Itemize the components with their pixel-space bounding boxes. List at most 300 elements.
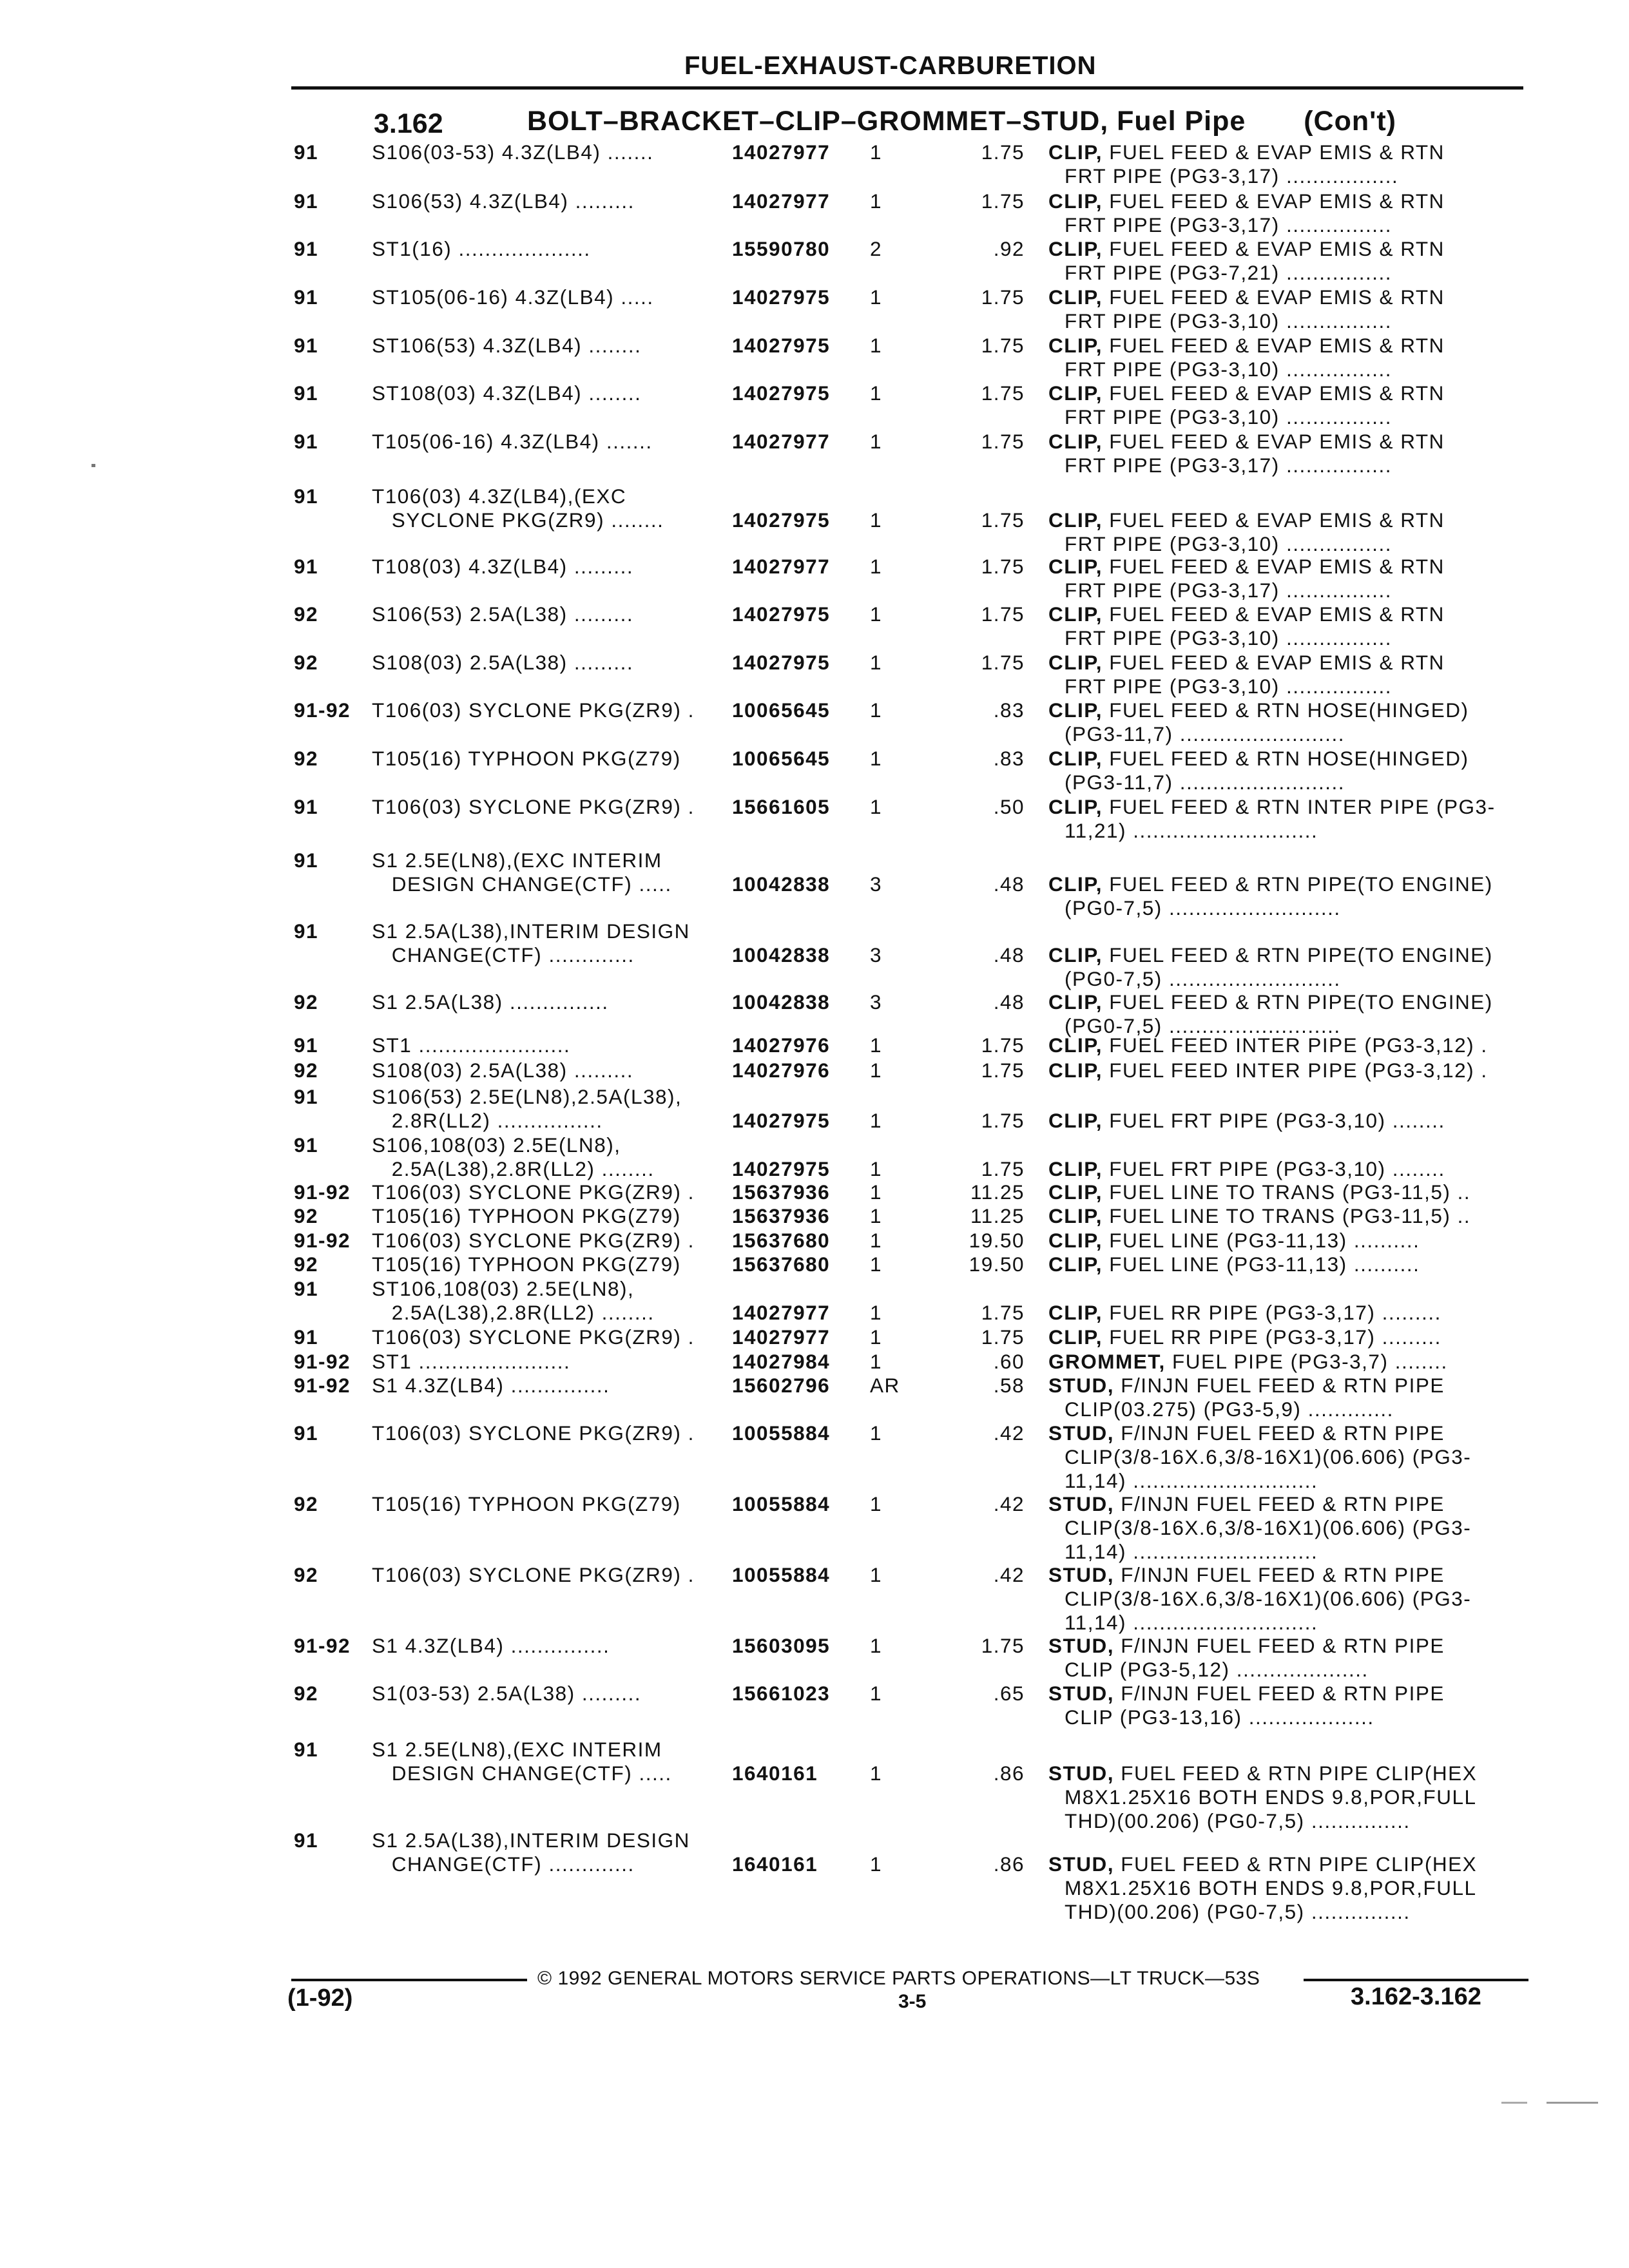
part-number: 14027976	[732, 1059, 831, 1082]
usage-description: S1 2.5A(L38),INTERIM DESIGN	[372, 1829, 690, 1852]
price: .83	[993, 747, 1025, 770]
part-detail: FUEL FEED & RTN PIPE(TO ENGINE)	[1109, 990, 1493, 1014]
part-detail-continued: CLIP(03.275) (PG3-5,9) .............	[1065, 1398, 1394, 1421]
part-name	[1048, 1204, 1470, 1227]
part-detail: FUEL FEED & EVAP EMIS & RTN	[1109, 555, 1445, 578]
usage-description: S1 4.3Z(LB4) ...............	[372, 1634, 610, 1657]
part-type: CLIP,	[1048, 1109, 1103, 1132]
part-number: 10055884	[732, 1421, 831, 1445]
usage-description: SYCLONE PKG(ZR9) ........	[372, 508, 664, 532]
part-name	[1048, 1492, 1445, 1515]
part-type: CLIP,	[1048, 140, 1103, 164]
usage-description: T106(03) SYCLONE PKG(ZR9) .	[372, 1421, 695, 1445]
model-year: 91	[294, 1033, 319, 1057]
part-name	[1048, 1421, 1445, 1445]
part-number: 10042838	[732, 943, 831, 966]
usage-description: T106(03) SYCLONE PKG(ZR9) .	[372, 698, 695, 722]
usage-description: CHANGE(CTF) .............	[372, 943, 635, 966]
usage-description: T106(03) SYCLONE PKG(ZR9) .	[372, 1229, 695, 1252]
part-detail: FUEL FEED & EVAP EMIS & RTN	[1109, 381, 1445, 405]
part-name	[1048, 381, 1445, 405]
part-detail: FUEL PIPE (PG3-3,7) ........	[1172, 1350, 1448, 1373]
part-type: CLIP,	[1048, 1229, 1103, 1252]
price: 1.75	[981, 381, 1025, 405]
part-number: 10042838	[732, 990, 831, 1014]
page-title: FUEL-EXHAUST-CARBURETION	[684, 52, 1097, 80]
model-year: 91	[294, 237, 319, 260]
part-type: STUD,	[1048, 1563, 1114, 1586]
part-detail: FUEL RR PIPE (PG3-3,17) .........	[1109, 1325, 1441, 1349]
part-type: STUD,	[1048, 1852, 1114, 1876]
scan-speck	[1501, 2102, 1527, 2104]
part-name	[1048, 1350, 1448, 1373]
price: .60	[993, 1350, 1025, 1373]
part-number: 15637936	[732, 1180, 831, 1204]
part-detail-continued: M8X1.25X16 BOTH ENDS 9.8,POR,FULL	[1065, 1785, 1477, 1809]
model-year: 91	[294, 849, 319, 872]
footer-rule-left	[291, 1979, 527, 1981]
model-year: 92	[294, 1253, 319, 1276]
part-detail: FUEL FRT PIPE (PG3-3,10) ........	[1109, 1157, 1445, 1180]
model-year: 91	[294, 555, 319, 578]
price: .42	[993, 1563, 1025, 1586]
price: 1.75	[981, 555, 1025, 578]
part-detail: FUEL FEED & RTN PIPE CLIP(HEX	[1121, 1762, 1478, 1785]
usage-description: CHANGE(CTF) .............	[372, 1852, 635, 1876]
part-detail: FUEL LINE (PG3-11,13) ..........	[1109, 1253, 1420, 1276]
part-detail-continued: (PG0-7,5) ..........................	[1065, 1014, 1341, 1037]
part-detail-continued: FRT PIPE (PG3-3,10) ................	[1065, 309, 1392, 332]
quantity: 1	[870, 651, 883, 674]
usage-description: S106(03-53) 4.3Z(LB4) .......	[372, 140, 654, 164]
footer-page-number: 3-5	[898, 1991, 927, 2012]
part-detail-continued: FRT PIPE (PG3-3,10) ................	[1065, 626, 1392, 649]
part-number: 14027984	[732, 1350, 831, 1373]
model-year: 91	[294, 285, 319, 309]
part-name	[1048, 1180, 1470, 1204]
part-type: CLIP,	[1048, 747, 1103, 770]
usage-description: T106(03) SYCLONE PKG(ZR9) .	[372, 1325, 695, 1349]
part-name	[1048, 189, 1445, 213]
part-number: 15661605	[732, 795, 831, 818]
part-type: CLIP,	[1048, 872, 1103, 896]
quantity: 1	[870, 189, 883, 213]
part-type: CLIP,	[1048, 334, 1103, 357]
price: 1.75	[981, 334, 1025, 357]
quantity: 1	[870, 1682, 883, 1705]
footer-copyright: © 1992 GENERAL MOTORS SERVICE PARTS OPERATIONS—LT TRUCK—53S	[537, 1968, 1260, 1989]
usage-description: S1 4.3Z(LB4) ...............	[372, 1374, 610, 1397]
part-detail-continued: 11,21) ............................	[1065, 819, 1318, 842]
quantity: 1	[870, 1325, 883, 1349]
usage-description: ST106(53) 4.3Z(LB4) ........	[372, 334, 642, 357]
part-type: CLIP,	[1048, 698, 1103, 722]
usage-description: S108(03) 2.5A(L38) .........	[372, 651, 634, 674]
usage-description: T105(16) TYPHOON PKG(Z79)	[372, 1253, 681, 1276]
part-detail: FUEL FEED & EVAP EMIS & RTN	[1109, 189, 1445, 213]
part-number: 14027975	[732, 651, 831, 674]
part-type: CLIP,	[1048, 1033, 1103, 1057]
part-name	[1048, 1682, 1445, 1705]
price: 1.75	[981, 1325, 1025, 1349]
part-name	[1048, 334, 1445, 357]
usage-description: T106(03) SYCLONE PKG(ZR9) .	[372, 1563, 695, 1586]
part-detail: FUEL FEED & EVAP EMIS & RTN	[1109, 140, 1445, 164]
quantity: 1	[870, 1180, 883, 1204]
model-year: 91	[294, 381, 319, 405]
price: 1.75	[981, 430, 1025, 453]
price: .65	[993, 1682, 1025, 1705]
part-number: 14027977	[732, 555, 831, 578]
footer-rule-right	[1304, 1979, 1528, 1981]
price: 1.75	[981, 1157, 1025, 1180]
part-type: GROMMET,	[1048, 1350, 1166, 1373]
part-type: CLIP,	[1048, 1059, 1103, 1082]
part-number: 15602796	[732, 1374, 831, 1397]
part-number: 14027976	[732, 1033, 831, 1057]
part-detail: FUEL FEED INTER PIPE (PG3-3,12) .	[1109, 1059, 1488, 1082]
part-name	[1048, 872, 1493, 896]
part-name	[1048, 1059, 1488, 1082]
part-name	[1048, 1634, 1445, 1657]
part-type: CLIP,	[1048, 651, 1103, 674]
quantity: 1	[870, 430, 883, 453]
part-name	[1048, 1563, 1445, 1586]
part-detail: FUEL FEED INTER PIPE (PG3-3,12) .	[1109, 1033, 1488, 1057]
model-year: 92	[294, 1563, 319, 1586]
part-detail-continued: 11,14) ............................	[1065, 1469, 1318, 1492]
model-year: 91-92	[294, 1634, 351, 1657]
usage-description: ST105(06-16) 4.3Z(LB4) .....	[372, 285, 654, 309]
usage-description: S108(03) 2.5A(L38) .........	[372, 1059, 634, 1082]
model-year: 91-92	[294, 1229, 351, 1252]
model-year: 92	[294, 747, 319, 770]
quantity: 1	[870, 1492, 883, 1515]
part-type: CLIP,	[1048, 285, 1103, 309]
part-detail: FUEL FEED & EVAP EMIS & RTN	[1109, 334, 1445, 357]
usage-description: S1 2.5A(L38) ...............	[372, 990, 609, 1014]
usage-description: S1(03-53) 2.5A(L38) .........	[372, 1682, 642, 1705]
price: 1.75	[981, 508, 1025, 532]
part-number: 1640161	[732, 1762, 818, 1785]
price: .50	[993, 795, 1025, 818]
part-detail-continued: 11,14) ............................	[1065, 1611, 1318, 1634]
part-detail-continued: CLIP(3/8-16X.6,3/8-16X1)(06.606) (PG3-	[1065, 1587, 1472, 1610]
part-number: 10055884	[732, 1563, 831, 1586]
part-detail-continued: M8X1.25X16 BOTH ENDS 9.8,POR,FULL	[1065, 1876, 1477, 1899]
model-year: 91	[294, 430, 319, 453]
part-name	[1048, 990, 1493, 1014]
scan-speck	[92, 464, 95, 467]
usage-description: T106(03) 4.3Z(LB4),(EXC	[372, 485, 627, 508]
part-type: STUD,	[1048, 1374, 1114, 1397]
part-type: CLIP,	[1048, 508, 1103, 532]
model-year: 92	[294, 990, 319, 1014]
part-type: CLIP,	[1048, 1253, 1103, 1276]
part-number: 14027975	[732, 1157, 831, 1180]
quantity: 2	[870, 237, 883, 260]
part-detail-continued: CLIP (PG3-5,12) ....................	[1065, 1658, 1369, 1681]
part-detail: FUEL FEED & EVAP EMIS & RTN	[1109, 285, 1445, 309]
part-detail: FUEL FEED & EVAP EMIS & RTN	[1109, 430, 1445, 453]
part-type: STUD,	[1048, 1682, 1114, 1705]
model-year: 92	[294, 1492, 319, 1515]
quantity: 1	[870, 140, 883, 164]
model-year: 91	[294, 334, 319, 357]
price: .48	[993, 990, 1025, 1014]
quantity: 1	[870, 795, 883, 818]
quantity: 1	[870, 1157, 883, 1180]
quantity: 1	[870, 698, 883, 722]
price: .86	[993, 1762, 1025, 1785]
part-detail: FUEL FEED & RTN HOSE(HINGED)	[1109, 698, 1469, 722]
footer-date-code: (1-92)	[287, 1984, 353, 2012]
model-year: 91	[294, 1277, 319, 1300]
part-detail: FUEL FEED & RTN INTER PIPE (PG3-	[1109, 795, 1496, 818]
model-year: 92	[294, 1204, 319, 1227]
usage-description: T105(16) TYPHOON PKG(Z79)	[372, 747, 681, 770]
part-number: 10065645	[732, 747, 831, 770]
model-year: 92	[294, 1682, 319, 1705]
quantity: 1	[870, 285, 883, 309]
price: 1.75	[981, 602, 1025, 626]
price: 1.75	[981, 1109, 1025, 1132]
part-name	[1048, 508, 1445, 532]
part-detail-continued: FRT PIPE (PG3-3,17) .................	[1065, 164, 1399, 187]
price: .92	[993, 237, 1025, 260]
part-number: 14027977	[732, 1301, 831, 1324]
part-detail-continued: FRT PIPE (PG3-7,21) ................	[1065, 261, 1392, 284]
part-number: 14027975	[732, 1109, 831, 1132]
model-year: 91	[294, 485, 319, 508]
model-year: 91	[294, 140, 319, 164]
usage-description: ST108(03) 4.3Z(LB4) ........	[372, 381, 642, 405]
quantity: 1	[870, 1059, 883, 1082]
part-name	[1048, 1762, 1477, 1785]
quantity: 1	[870, 1421, 883, 1445]
usage-description: S1 2.5E(LN8),(EXC INTERIM	[372, 849, 662, 872]
part-name	[1048, 430, 1445, 453]
part-type: CLIP,	[1048, 189, 1103, 213]
section-title: BOLT–BRACKET–CLIP–GROMMET–STUD, Fuel Pipe	[527, 106, 1246, 137]
section-number: 3.162	[374, 108, 443, 139]
part-detail-continued: CLIP (PG3-13,16) ...................	[1065, 1706, 1374, 1729]
price: .83	[993, 698, 1025, 722]
part-number: 15637680	[732, 1229, 831, 1252]
part-name	[1048, 651, 1445, 674]
price: 11.25	[970, 1180, 1025, 1204]
quantity: 1	[870, 1301, 883, 1324]
usage-description: ST106,108(03) 2.5E(LN8),	[372, 1277, 635, 1300]
part-type: CLIP,	[1048, 430, 1103, 453]
part-type: CLIP,	[1048, 1301, 1103, 1324]
model-year: 91	[294, 919, 319, 943]
part-number: 15661023	[732, 1682, 831, 1705]
quantity: 3	[870, 872, 883, 896]
part-type: CLIP,	[1048, 602, 1103, 626]
usage-description: 2.5A(L38),2.8R(LL2) ........	[372, 1157, 655, 1180]
price: 1.75	[981, 1033, 1025, 1057]
quantity: 1	[870, 1634, 883, 1657]
usage-description: T106(03) SYCLONE PKG(ZR9) .	[372, 795, 695, 818]
quantity: 3	[870, 943, 883, 966]
part-name	[1048, 1157, 1445, 1180]
price: 19.50	[969, 1229, 1025, 1252]
part-number: 1640161	[732, 1852, 818, 1876]
price: 1.75	[981, 140, 1025, 164]
part-detail-continued: (PG3-11,7) .........................	[1065, 771, 1345, 794]
part-number: 14027977	[732, 140, 831, 164]
part-number: 10055884	[732, 1492, 831, 1515]
part-detail: F/INJN FUEL FEED & RTN PIPE	[1121, 1634, 1445, 1657]
price: 1.75	[981, 1059, 1025, 1082]
part-detail-continued: FRT PIPE (PG3-3,10) ................	[1065, 405, 1392, 428]
part-detail-continued: FRT PIPE (PG3-3,17) ................	[1065, 454, 1392, 477]
part-name	[1048, 698, 1469, 722]
model-year: 91	[294, 189, 319, 213]
part-name	[1048, 602, 1445, 626]
model-year: 91-92	[294, 1180, 351, 1204]
price: 1.75	[981, 189, 1025, 213]
part-number: 14027977	[732, 1325, 831, 1349]
part-name	[1048, 1374, 1445, 1397]
quantity: 1	[870, 1563, 883, 1586]
part-number: 14027975	[732, 381, 831, 405]
price: .48	[993, 872, 1025, 896]
part-number: 14027975	[732, 602, 831, 626]
part-detail: FUEL RR PIPE (PG3-3,17) .........	[1109, 1301, 1441, 1324]
part-name	[1048, 285, 1445, 309]
part-number: 10065645	[732, 698, 831, 722]
quantity: AR	[870, 1374, 900, 1397]
model-year: 91-92	[294, 698, 351, 722]
model-year: 91	[294, 1738, 319, 1761]
part-detail: F/INJN FUEL FEED & RTN PIPE	[1121, 1492, 1445, 1515]
part-detail-continued: FRT PIPE (PG3-3,10) ................	[1065, 675, 1392, 698]
part-detail: FUEL LINE TO TRANS (PG3-11,5) ..	[1109, 1204, 1471, 1227]
usage-description: DESIGN CHANGE(CTF) .....	[372, 872, 672, 896]
part-detail-continued: (PG0-7,5) ..........................	[1065, 896, 1341, 919]
quantity: 1	[870, 1109, 883, 1132]
part-type: STUD,	[1048, 1634, 1114, 1657]
part-detail-continued: CLIP(3/8-16X.6,3/8-16X1)(06.606) (PG3-	[1065, 1445, 1472, 1468]
model-year: 92	[294, 651, 319, 674]
price: .42	[993, 1492, 1025, 1515]
price: 1.75	[981, 285, 1025, 309]
usage-description: T108(03) 4.3Z(LB4) .........	[372, 555, 634, 578]
part-name	[1048, 795, 1496, 818]
model-year: 91	[294, 1133, 319, 1157]
part-number: 15637936	[732, 1204, 831, 1227]
part-detail-continued: CLIP(3/8-16X.6,3/8-16X1)(06.606) (PG3-	[1065, 1516, 1472, 1539]
quantity: 1	[870, 747, 883, 770]
scan-speck	[1547, 2102, 1598, 2104]
usage-description: ST1(16) ....................	[372, 237, 591, 260]
part-name	[1048, 1852, 1477, 1876]
quantity: 1	[870, 1229, 883, 1252]
part-detail-continued: THD)(00.206) (PG0-7,5) ...............	[1065, 1809, 1411, 1832]
price: .86	[993, 1852, 1025, 1876]
part-detail: FUEL FEED & EVAP EMIS & RTN	[1109, 237, 1445, 260]
part-name	[1048, 943, 1493, 966]
model-year: 91	[294, 1421, 319, 1445]
price: .48	[993, 943, 1025, 966]
quantity: 1	[870, 602, 883, 626]
part-type: STUD,	[1048, 1421, 1114, 1445]
model-year: 91-92	[294, 1374, 351, 1397]
part-name	[1048, 1109, 1445, 1132]
part-name	[1048, 747, 1469, 770]
part-detail-continued: FRT PIPE (PG3-3,17) ................	[1065, 213, 1392, 236]
part-detail: F/INJN FUEL FEED & RTN PIPE	[1121, 1421, 1445, 1445]
part-detail: FUEL LINE TO TRANS (PG3-11,5) ..	[1109, 1180, 1471, 1204]
price: 1.75	[981, 1634, 1025, 1657]
part-type: CLIP,	[1048, 1325, 1103, 1349]
quantity: 1	[870, 1762, 883, 1785]
price: 1.75	[981, 1301, 1025, 1324]
quantity: 1	[870, 1350, 883, 1373]
part-name	[1048, 1229, 1420, 1252]
usage-description: S1 2.5E(LN8),(EXC INTERIM	[372, 1738, 662, 1761]
part-type: CLIP,	[1048, 1180, 1103, 1204]
section-continued: (Con't)	[1304, 106, 1396, 137]
part-number: 14027975	[732, 508, 831, 532]
part-detail-continued: FRT PIPE (PG3-3,17) ................	[1065, 579, 1392, 602]
usage-description: S1 2.5A(L38),INTERIM DESIGN	[372, 919, 690, 943]
part-detail-continued: THD)(00.206) (PG0-7,5) ...............	[1065, 1900, 1411, 1923]
part-number: 15590780	[732, 237, 831, 260]
price: .42	[993, 1421, 1025, 1445]
model-year: 91	[294, 1829, 319, 1852]
part-name	[1048, 140, 1445, 164]
part-type: CLIP,	[1048, 1157, 1103, 1180]
part-detail: F/INJN FUEL FEED & RTN PIPE	[1121, 1682, 1445, 1705]
part-detail: F/INJN FUEL FEED & RTN PIPE	[1121, 1374, 1445, 1397]
part-name	[1048, 1301, 1441, 1324]
part-type: CLIP,	[1048, 381, 1103, 405]
usage-description: T105(06-16) 4.3Z(LB4) .......	[372, 430, 653, 453]
model-year: 92	[294, 1059, 319, 1082]
part-detail: FUEL LINE (PG3-11,13) ..........	[1109, 1229, 1420, 1252]
model-year: 91	[294, 795, 319, 818]
usage-description: T105(16) TYPHOON PKG(Z79)	[372, 1204, 681, 1227]
part-detail: FUEL FEED & EVAP EMIS & RTN	[1109, 508, 1445, 532]
part-detail: FUEL FEED & RTN PIPE(TO ENGINE)	[1109, 872, 1493, 896]
part-detail: FUEL FEED & EVAP EMIS & RTN	[1109, 651, 1445, 674]
part-type: CLIP,	[1048, 237, 1103, 260]
part-detail: F/INJN FUEL FEED & RTN PIPE	[1121, 1563, 1445, 1586]
footer-section-range: 3.162-3.162	[1351, 1983, 1481, 2010]
quantity: 1	[870, 334, 883, 357]
usage-description: 2.8R(LL2) ................	[372, 1109, 603, 1132]
part-type: STUD,	[1048, 1492, 1114, 1515]
usage-description: T105(16) TYPHOON PKG(Z79)	[372, 1492, 681, 1515]
usage-description: S106,108(03) 2.5E(LN8),	[372, 1133, 621, 1157]
part-type: CLIP,	[1048, 943, 1103, 966]
part-type: CLIP,	[1048, 555, 1103, 578]
model-year: 91	[294, 1325, 319, 1349]
part-detail-continued: (PG3-11,7) .........................	[1065, 722, 1345, 745]
model-year: 91-92	[294, 1350, 351, 1373]
model-year: 92	[294, 602, 319, 626]
quantity: 1	[870, 1253, 883, 1276]
part-name	[1048, 237, 1445, 260]
price: 1.75	[981, 651, 1025, 674]
part-number: 14027977	[732, 189, 831, 213]
usage-description: T106(03) SYCLONE PKG(ZR9) .	[372, 1180, 695, 1204]
part-name	[1048, 1325, 1441, 1349]
part-number: 10042838	[732, 872, 831, 896]
